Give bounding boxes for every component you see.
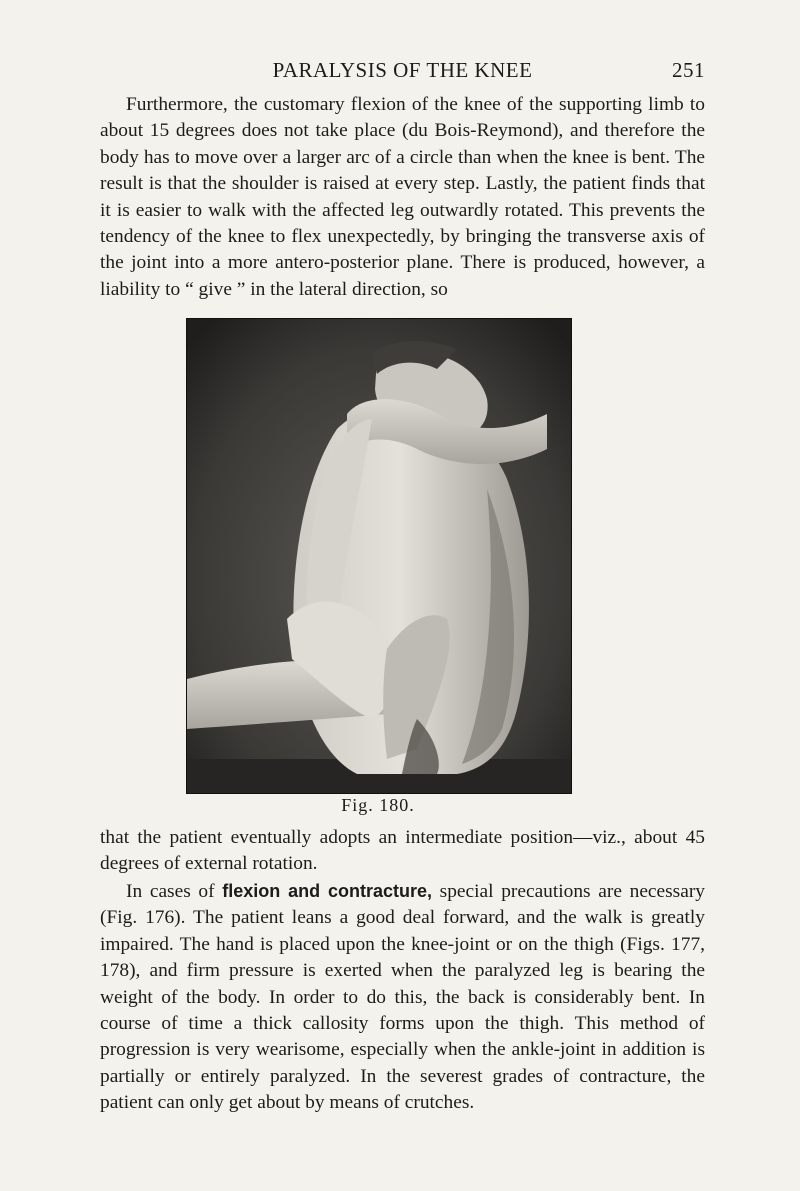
paragraph-continuation: that the patient eventually adopts an intermediate position—viz., about 45 degrees of external rotation. (100, 827, 705, 875)
patient-photograph (187, 319, 571, 793)
heading-term: flexion and contracture, (222, 881, 432, 901)
running-header (100, 58, 705, 88)
paragraph-gait-rotation: Furthermore, the customary flexion of the knee of the supporting limb to about 15 degrees does not take place (du Bois-Reymond), and therefore the body has to move over a larger arc of a circle than when the knee is bent. The result is that the shoulder is raised at every step. Lastly, the patient finds that it is easier to walk with the affected leg outwardly rotated. This prevents the tendency of the knee to flex unexpectedly, by bringing the transverse axis of the joint into a more antero-posterior plane. There is produced, however, a liability to “ give ” in the lateral direction, so (100, 94, 705, 300)
paragraph-flexion-contracture (100, 878, 705, 1117)
figure-caption: Fig. 180. (341, 795, 415, 815)
figure-photograph (186, 318, 572, 794)
paragraph-body: special precautions are necessary (Fig. 176). The patient leans a good deal forward, and the walk is greatly impaired. The hand is placed upon the knee-joint or on the thigh (Figs. 177, 178), and firm pressure is exerted when the paralyzed leg is bearing the weight of the body. In order to do this, the back is considerably bent. In course of time a thick callosity forms upon the thigh. This method of progression is very wearisome, especially when the ankle-joint in addition is partially or entirely paralyzed. In the severest grades of contracture, the patient can only get about by means of crutches. (100, 881, 705, 1114)
paragraph-intro: In cases of (126, 881, 223, 902)
running-title: PARALYSIS OF THE KNEE (272, 58, 533, 82)
page-number: 251 (672, 58, 705, 82)
